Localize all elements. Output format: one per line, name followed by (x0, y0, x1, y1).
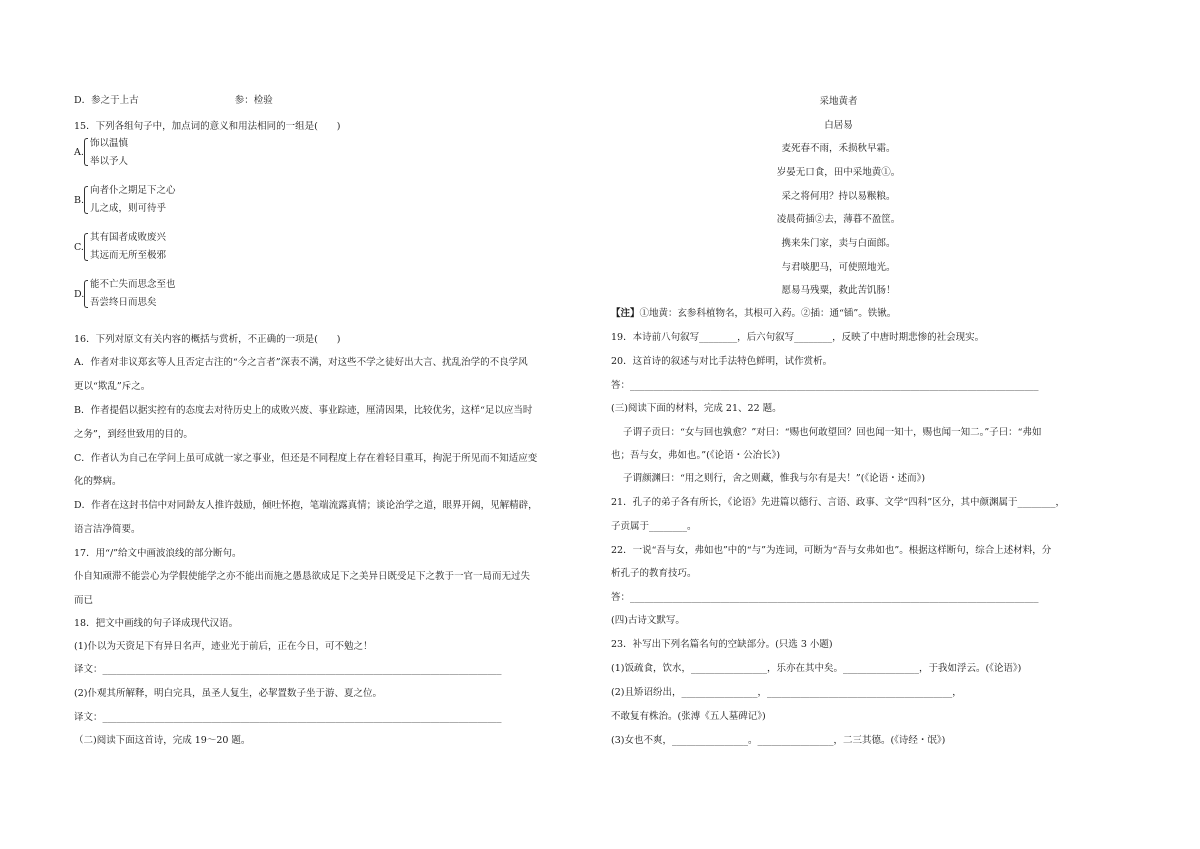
q15-stem: 15．下列各组句子中，加点词的意义和用法相同的一组是( ) (74, 121, 341, 132)
poem-line: 愿易马残粟，救此苦饥肠！ (781, 285, 896, 296)
q23-item-1: (1)饭疏食，饮水，________________，乐亦在其中矣。________________，于我如浮云。(《论语》) (611, 663, 1022, 674)
q20-answer[interactable]: 答：______________________________________________________________________________________ (611, 380, 1039, 391)
material-line2: 也；吾与女，弗如也。”(《论语・公冶长》) (611, 450, 781, 461)
option-letter: A. (74, 147, 84, 158)
q18-answer-1[interactable]: 译文：____________________________________________________________________________________ (74, 664, 502, 675)
q20: 20．这首诗的叙述与对比手法特色鲜明，试作赏析。 (611, 356, 833, 367)
q21-line2: 子贡属于________。 (611, 521, 697, 532)
poem-line: 采之将何用？持以易糇粮。 (781, 191, 896, 202)
option-sentence-1: 其有国者成败废兴 (90, 232, 167, 243)
poem-author: 白居易 (824, 120, 853, 131)
note-text: ①地黄：玄参科植物名，其根可入药。②插：通“锸”。铁锹。 (639, 308, 897, 319)
material-line1: 子谓子贡曰：“女与回也孰愈？”对曰：“赐也何敢望回？回也闻一知十，赐也闻一知二。”子曰：“弗如 (623, 427, 1042, 438)
q18-sentence-1: (1)仆以为天资足下有异日名声，迹业光于前后，正在今日，可不勉之！ (74, 641, 373, 652)
option-sentence-1: 饰以温慎 (90, 138, 129, 149)
poem-line: 麦死春不雨，禾损秋早霜。 (781, 143, 896, 154)
poem-line: 凌晨荷插②去，薄暮不盈筐。 (776, 214, 901, 225)
option-letter: B. (74, 195, 85, 206)
q17-text-line1: 仆自知顽滞不能尝心为学假使能学之亦不能出而施之愚恳欲成足下之美异日既受足下之教于一官一局而无过失 (74, 571, 531, 582)
q23-item-2-line2: 不敢复有株治。(张溥《五人墓碑记》) (611, 711, 766, 722)
q18-answer-2[interactable]: 译文：____________________________________________________________________________________ (74, 712, 502, 723)
note-mark: 【注】 (611, 308, 640, 319)
option-letter: C. (74, 242, 84, 253)
q21-line1: 21．孔子的弟子各有所长，《论语》先进篇以德行、言语、政事、文学“四科”区分，其中颜渊属于________， (611, 497, 1066, 508)
option-sentence-2: 儿之成，则可待乎 (90, 203, 167, 214)
q17-text-line2: 而已 (74, 595, 94, 606)
option-sentence-1: 能不亡失而思念至也 (90, 279, 176, 290)
section-4-heading: (四)古诗文默写。 (611, 615, 685, 626)
poem-note (611, 307, 896, 321)
q16-d-line2: 语言洁净简要。 (74, 524, 141, 535)
section-3-heading: (三)阅读下面的材料，完成 21、22 题。 (611, 403, 782, 414)
poem-title: 采地黄者 (819, 96, 858, 107)
option-sentence-2: 举以予人 (90, 156, 129, 167)
option-letter: D. (74, 289, 85, 300)
q22-answer[interactable]: 答：______________________________________________________________________________________ (611, 592, 1039, 603)
brace-icon (84, 138, 88, 166)
q16-b-line1: B．作者提倡以据实控有的态度去对待历史上的成败兴废、事业踪迹，厘清因果，比较优劣，这样“足以应当时 (74, 405, 533, 416)
q16-c-line1: C．作者认为自己在学问上虽可成就一家之事业，但还是不同程度上存在着轻目重耳，拘泥于所见而不知适应变 (74, 453, 538, 464)
q16-d-line1: D．作者在这封书信中对同龄友人推许鼓励，倾吐怀抱，笔端流露真情；谈论治学之道，眼界开阔，见解精辟， (74, 500, 538, 511)
q16-a-line1: A．作者对非议郑玄等人且否定古注的“今之言者”深表不满，对这些不学之徒好出大言、扰乱治学的不良学风 (74, 357, 528, 368)
q16-b-line2: 之务”，到经世致用的目的。 (74, 429, 193, 440)
brace-icon (84, 233, 88, 261)
brace-icon (84, 186, 88, 214)
q14-option-d (74, 94, 273, 108)
q18-sentence-2: (2)仆观其所解释，明白完具，虽圣人复生，必挈置数子坐于游、夏之位。 (74, 688, 382, 699)
material-line3: 子谓颜渊曰：“用之则行，舍之则藏，惟我与尔有是夫！”(《论语・述而》) (623, 473, 926, 484)
q18-stem: 18．把文中画线的句子译成现代汉语。 (74, 618, 239, 629)
q23-stem: 23．补写出下列名篇名句的空缺部分。(只选 3 小题) (611, 639, 833, 650)
q16-c-line2: 化的弊病。 (74, 476, 122, 487)
q23-item-3: (3)女也不爽，________________。________________，二三其德。(《诗经・氓》) (611, 735, 946, 746)
q16-stem: 16．下列对原文有关内容的概括与赏析，不正确的一项是( ) (74, 334, 341, 345)
q23-item-2-line1: (2)且矫诏纷出，________________，_______________________________________， (611, 687, 962, 698)
poem-line: 与君啖肥马，可使照地光。 (781, 262, 896, 273)
poem-line: 岁晏无口食，田中采地黄①。 (776, 167, 901, 178)
q14d-note: 参：检验 (234, 95, 273, 106)
q22-line1: 22．一说“吾与女，弗如也”中的“与”为连词，可断为“吾与女弗如也”。根据这样断句，综合上述材料，分 (611, 545, 1052, 556)
option-sentence-2: 吾尝终日而思矣 (90, 297, 157, 308)
q16-a-line2: 更以“欺乱”斥之。 (74, 381, 151, 392)
brace-icon (84, 280, 88, 308)
section-2-heading: （二)阅读下面这首诗，完成 19～20 题。 (74, 735, 251, 746)
q14d-label: D．参之于上古 (74, 95, 139, 106)
option-sentence-1: 向者仆之期足下之心 (90, 185, 176, 196)
q19: 19．本诗前八句叙写________，后六句叙写________，反映了中唐时期悲惨的社会现实。 (611, 332, 985, 343)
option-sentence-2: 其远而无所至极邪 (90, 250, 167, 261)
q22-line2: 析孔子的教育技巧。 (611, 568, 697, 579)
q17-stem: 17．用“/”给文中画波浪线的部分断句。 (74, 548, 242, 559)
poem-line: 携来朱门家，卖与白面郎。 (781, 238, 896, 249)
